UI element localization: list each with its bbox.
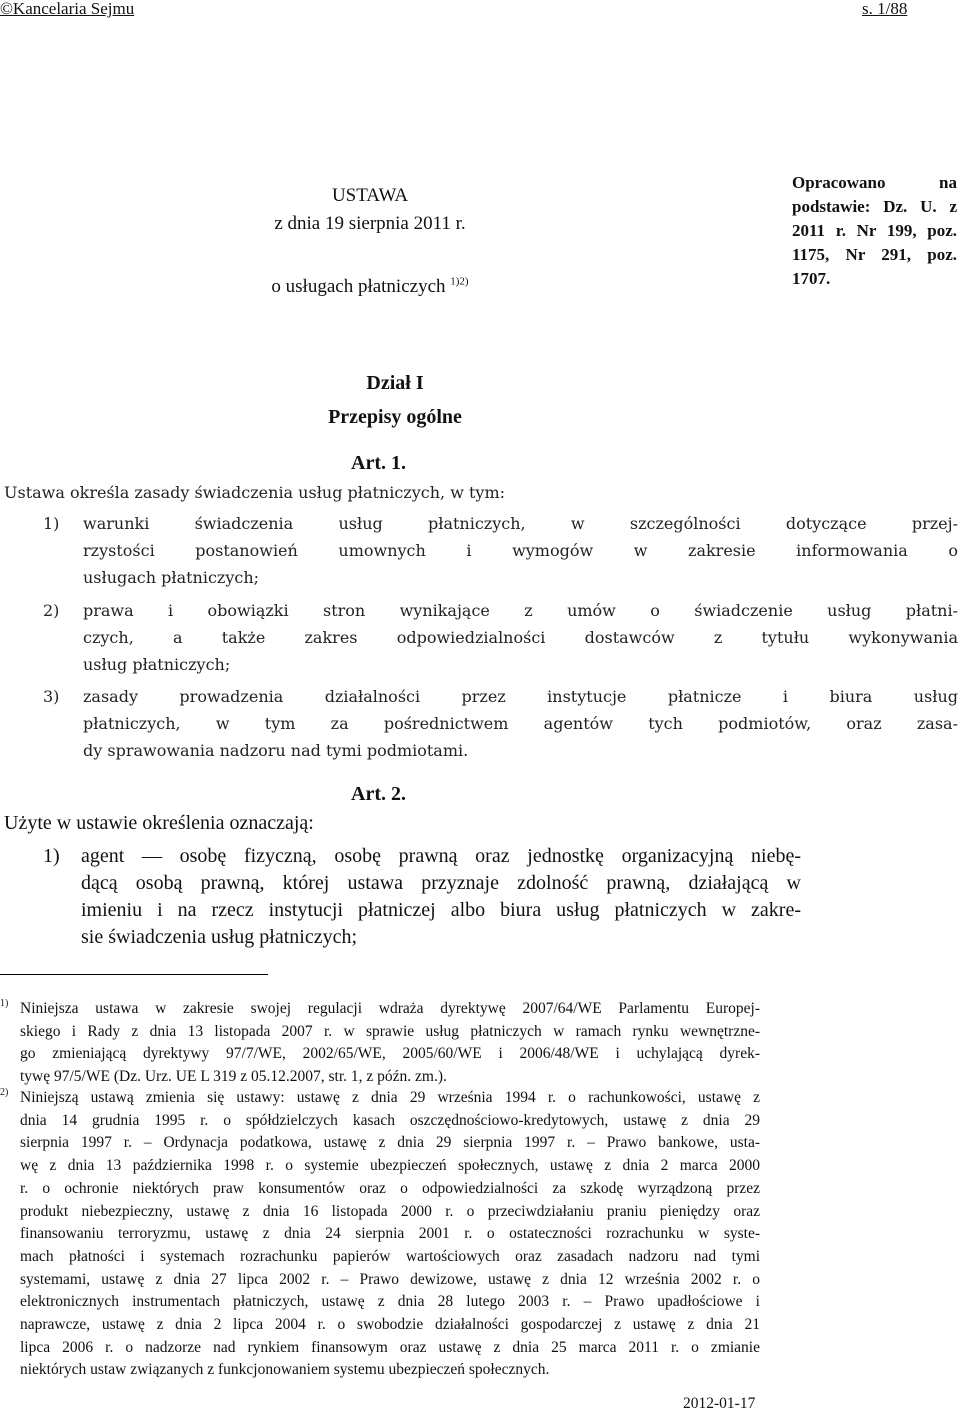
source-note-line: 2011 r. Nr 199, poz. [792,221,957,240]
article-1-item-text-line: warunki świadczenia usług płatniczych, w szczególności dotyczące przej- [83,514,958,533]
article-1-item-text [83,683,958,764]
article-1-item-text-line: rzystości postanowień umownych i wymogów w zakresie informowania o [83,541,958,560]
footnote-text-line: tywę 97/5/WE (Dz. Urz. UE L 319 z 05.12.2007, str. 1, z późn. zm.). [20,1068,447,1086]
article-2-item-text-line: sie świadczenia usług płatniczych; [81,926,358,948]
footnote-text-line: dnia 14 grudnia 1995 r. o spółdzielczych kasach oszczędnościowo-kredytowych, ustawę z dnia 29 [20,1111,760,1129]
article-1-item-text-line: usługach płatniczych; [83,568,260,587]
footnote-number: 2) [0,1087,9,1098]
footnote-text-line: wę z dnia 13 października 1998 r. o systemie ubezpieczeń społecznych, ustawę z dnia 2 marca 2000 [20,1157,760,1175]
footnote-text-line: Niniejsza ustawa w zakresie swojej regulacji wdraża dyrektywę 2007/64/WE Parlamentu Europej- [20,1000,760,1017]
article-2-item-text [81,843,801,951]
act-date: z dnia 19 sierpnia 2011 r. [274,213,466,234]
footnote-text-line: produkt niebezpieczny, ustawę z dnia 16 listopada 2000 r. o przeciwdziałaniu praniu pieniędzy oraz [20,1202,760,1220]
act-subject-text: o usługach płatniczych [271,276,446,297]
article-2-item-text-line: imieniu i na rzecz instytucji płatniczej albo biura usług płatniczych w zakre- [81,899,801,921]
footnote-text [20,998,760,1089]
footnote-text-line: finansowaniu terroryzmu, ustawę z dnia 24 sierpnia 2001 r. o ostateczności rozrachunku w syste- [20,1225,760,1243]
source-note-line: 1707. [792,269,831,288]
article-2-item-text-line: agent — osobę fizyczną, osobę prawną oraz jednostkę organizacyjną niebę- [81,845,801,867]
article-1-item-text-line: prawa i obowiązki stron wynikające z umów o świadczenie usług płatni- [83,600,958,620]
division-number: Dział I [366,372,424,394]
division-title: Przepisy ogólne [328,406,462,428]
act-type: USTAWA [331,185,409,206]
footnote-text-line: systemami, ustawę z dnia 27 lipca 2002 r. – Prawo dewizowe, ustawę z dnia 12 września 2002 r. o [20,1270,760,1288]
source-note-line: podstawie: Dz. U. z [792,197,957,216]
article-2-heading: Art. 2. [351,783,406,805]
article-2-intro: Użyte w ustawie określenia oznaczają: [4,812,314,834]
footnote-text-line: naprawcze, ustawę z dnia 2 lipca 2004 r. o swobodzie działalności gospodarczej z ustawę z dnia 21 [20,1316,760,1334]
source-note-line: 1175, Nr 291, poz. [792,245,957,264]
article-2-item-number: 1) [43,845,60,867]
header-copyright[interactable]: ©Kancelaria Sejmu [0,0,135,18]
article-2-item-text-line: dącą osobą prawną, której ustawa przyznaje zdolność prawną, działającą w [81,872,801,894]
article-1-intro: Ustawa określa zasady świadczenia usług płatniczych, w tym: [4,483,506,502]
footnote-text-line: niektórych ustaw związanych z funkcjonowaniem systemu ubezpieczeń społecznych. [20,1361,550,1379]
article-1-item-text [83,597,958,678]
footnote-text-line: mach płatności i systemach rozrachunku papierów wartościowych oraz zasadach nadzoru nad tymi [20,1247,760,1265]
article-1-item-text-line: usług płatniczych; [83,654,231,674]
article-1-item-number: 1) [43,514,60,533]
footnote-text-line: lipca 2006 r. o nadzorze nad rynkiem finansowym oraz ustawę z dnia 25 marca 2011 r. o zmianie [20,1338,760,1356]
footnote-number: 1) [0,998,9,1009]
footnote-text-line: elektronicznych instrumentach płatniczych, ustawę z dnia 28 lutego 2003 r. – Prawo upadłościowe i [20,1293,760,1311]
article-1-item-text-line: płatniczych, w tym za pośrednictwem agentów tych podmiotów, oraz zasa- [83,714,958,733]
footnote-text-line: go zmieniającą dyrektywy 97/7/WE, 2002/65/WE, 2005/60/WE i 2006/48/WE i uchylającą dyrek- [20,1045,760,1063]
footnote-separator [0,974,268,975]
act-subject [200,274,540,300]
article-1-item-number: 2) [43,600,60,620]
article-1-item-text [83,510,958,591]
article-1-item-text-line: dy sprawowania nadzoru nad tymi podmiotami. [83,741,469,760]
source-note-line: Opracowano na [792,173,957,192]
article-1-heading: Art. 1. [351,452,406,474]
footer-date: 2012-01-17 [683,1395,756,1412]
act-subject-footnote-ref[interactable]: 1)2) [450,275,469,288]
footnote-text-line: Niniejszą ustawą zmienia się ustawy: ustawę z dnia 29 września 1994 r. o rachunkowości, ustawę z [20,1089,760,1106]
header-page-number[interactable]: s. 1/88 [862,0,908,18]
footnote-text-line: skiego i Rady z dnia 13 listopada 2007 r. w sprawie usług płatniczych w ramach rynku wewnętrzne- [20,1022,760,1040]
article-1-item-text-line: czych, a także zakres odpowiedzialności dostawców z tytułu wykonywania [83,627,958,647]
footnote-text [20,1087,760,1382]
division-heading [250,366,540,434]
source-note [792,171,957,291]
footnote-text-line: r. o ochronie niektórych praw konsumentów oraz o odpowiedzialności za szkodę wyrządzoną przez [20,1179,760,1197]
article-1-item-text-line: zasady prowadzenia działalności przez instytucje płatnicze i biura usług [83,687,958,706]
article-1-item-number: 3) [43,687,60,706]
footnote-text-line: sierpnia 1997 r. – Ordynacja podatkowa, ustawę z dnia 29 sierpnia 1997 r. – Prawo bankowe, usta- [20,1134,760,1152]
